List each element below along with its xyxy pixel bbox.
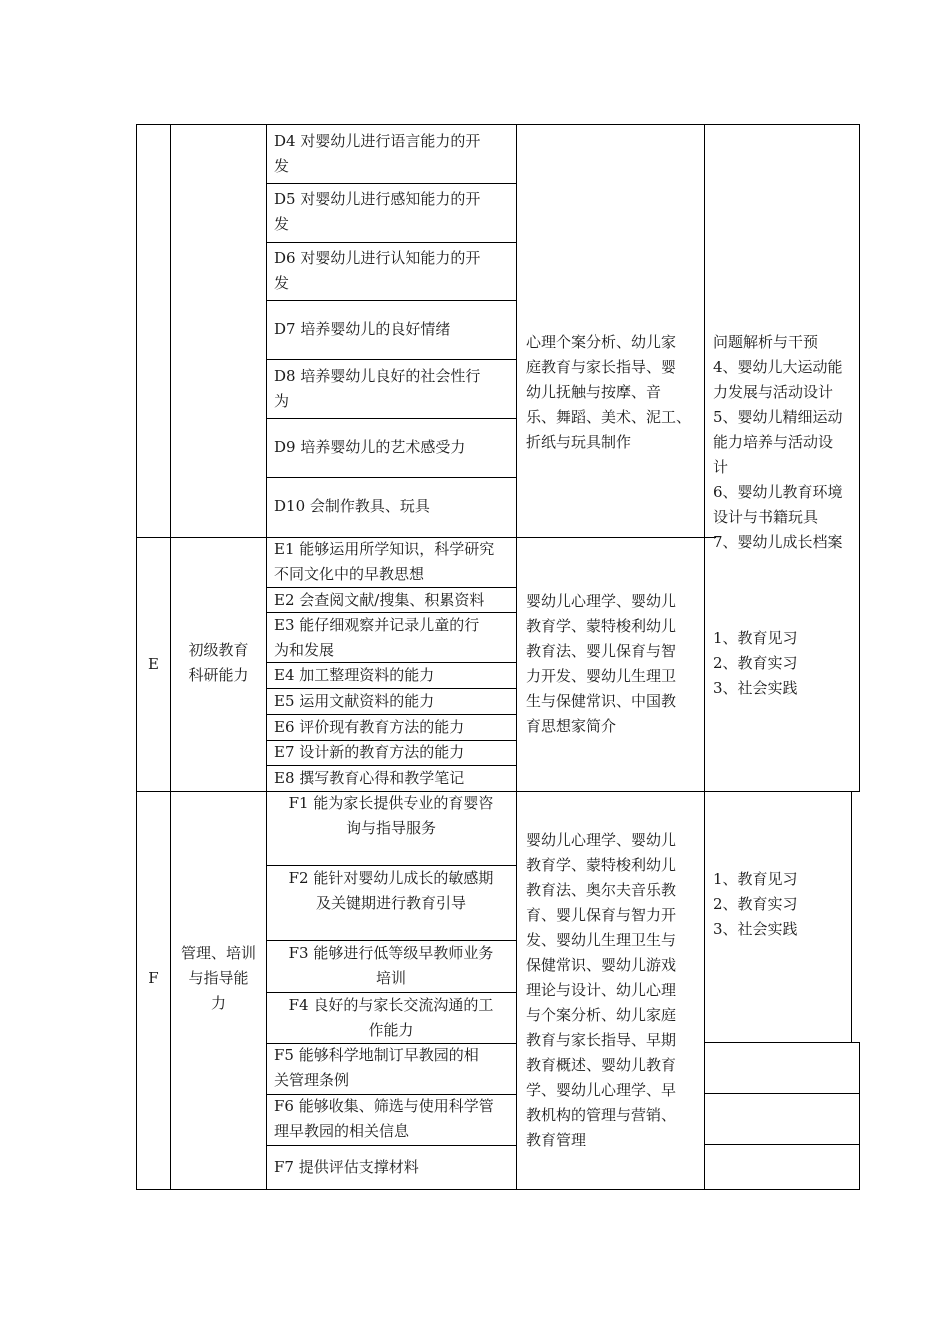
d-item: D6 对婴幼儿进行认知能力的开 发 <box>274 249 481 292</box>
e-item: E2 会查阅文献/搜集、积累资料 <box>274 591 485 609</box>
e-courses: 婴幼儿心理学、婴幼儿 教育学、蒙特梭利幼儿 教育法、婴儿保育与智 力开发、婴幼儿生理卫 生与保健常识、中国教 育思想家简介 <box>526 592 677 735</box>
d-item: D7 培养婴幼儿的良好情绪 <box>274 320 451 338</box>
e-item: E7 设计新的教育方法的能力 <box>274 743 465 761</box>
table-border-right-inner <box>851 791 852 1043</box>
practice-divider-2 <box>704 1093 860 1094</box>
e-item: E8 撰写教育心得和教学笔记 <box>274 769 465 787</box>
d-item-divider <box>266 418 517 419</box>
row-code-e: E <box>148 655 159 673</box>
col-divider-3 <box>516 124 517 1190</box>
e-item: E5 运用文献资料的能力 <box>274 692 435 710</box>
table-border-right-upper <box>859 124 860 792</box>
d-item: D8 培养婴幼儿良好的社会性行 为 <box>274 367 481 410</box>
d-item: D10 会制作教具、玩具 <box>274 497 430 515</box>
e-item: E3 能仔细观察并记录儿童的行 为和发展 <box>274 616 480 659</box>
e-item: E4 加工整理资料的能力 <box>274 666 435 684</box>
f-item: F2 能针对婴幼儿成长的敏感期 及关键期进行教育引导 <box>288 869 494 912</box>
col-divider-2 <box>266 124 267 1190</box>
e-item: E6 评价现有教育方法的能力 <box>274 718 465 736</box>
table-border-right-lower <box>859 1042 860 1190</box>
f-item: F5 能够科学地制订早教园的相 关管理条例 <box>274 1046 479 1089</box>
d-courses: 心理个案分析、幼儿家 庭教育与家长指导、婴 幼儿抚触与按摩、音 乐、舞蹈、美术、泥工、 折纸与玩具制作 <box>526 333 692 451</box>
e-item: E1 能够运用所学知识，科学研究 不同文化中的早教思想 <box>274 540 495 583</box>
f-item-divider <box>266 1145 517 1146</box>
f-item: F3 能够进行低等级早教师业务 培训 <box>288 944 494 987</box>
practice-divider-1 <box>704 1042 860 1043</box>
col-divider-4 <box>704 124 705 1190</box>
f-courses: 婴幼儿心理学、婴幼儿 教育学、蒙特梭利幼儿 教育法、奥尔夫音乐教 育、婴儿保育与智力开 发、婴幼儿生理卫生与 保健常识、婴幼儿游戏 理论与设计、幼儿心理 与个案分析、幼儿家庭 教育与家长指导、早期 教育概述、婴幼儿教育 学、婴幼儿心理学、早 教机构的管理与营销、 教育管理 <box>526 831 677 1149</box>
f-practice: 1、教育见习 2、教育实习 3、社会实践 <box>713 870 798 938</box>
d-item-divider <box>266 359 517 360</box>
d-item-divider <box>266 300 517 301</box>
d-item-divider <box>266 183 517 184</box>
table-border-bottom <box>136 1189 860 1190</box>
f-item: F1 能为家长提供专业的育婴咨 询与指导服务 <box>288 794 494 837</box>
d-item-divider <box>266 477 517 478</box>
d-item: D5 对婴幼儿进行感知能力的开 发 <box>274 190 481 233</box>
practice-divider-3 <box>704 1144 860 1145</box>
table-border-top <box>136 124 860 125</box>
row-name-f: 管理、培训 与指导能 力 <box>180 944 256 1012</box>
d-practice: 问题解析与干预 4、婴幼儿大运动能 力发展与活动设计 5、婴幼儿精细运动 能力培养与活动设 计 6、婴幼儿教育环境 设计与书籍玩具 7、婴幼儿成长档案 <box>713 333 843 551</box>
e-practice: 1、教育见习 2、教育实习 3、社会实践 <box>713 629 798 697</box>
d-item: D9 培养婴幼儿的艺术感受力 <box>274 438 466 456</box>
f-item: F6 能够收集、筛选与使用科学管 理早教园的相关信息 <box>274 1097 494 1140</box>
row-code-f: F <box>148 969 159 987</box>
row-name-e: 初级教育 科研能力 <box>188 641 249 684</box>
d-item: D4 对婴幼儿进行语言能力的开 发 <box>274 132 481 175</box>
d-item-divider <box>266 242 517 243</box>
f-item: F4 良好的与家长交流沟通的工 作能力 <box>288 996 494 1039</box>
f-item: F7 提供评估支撑材料 <box>274 1158 419 1176</box>
